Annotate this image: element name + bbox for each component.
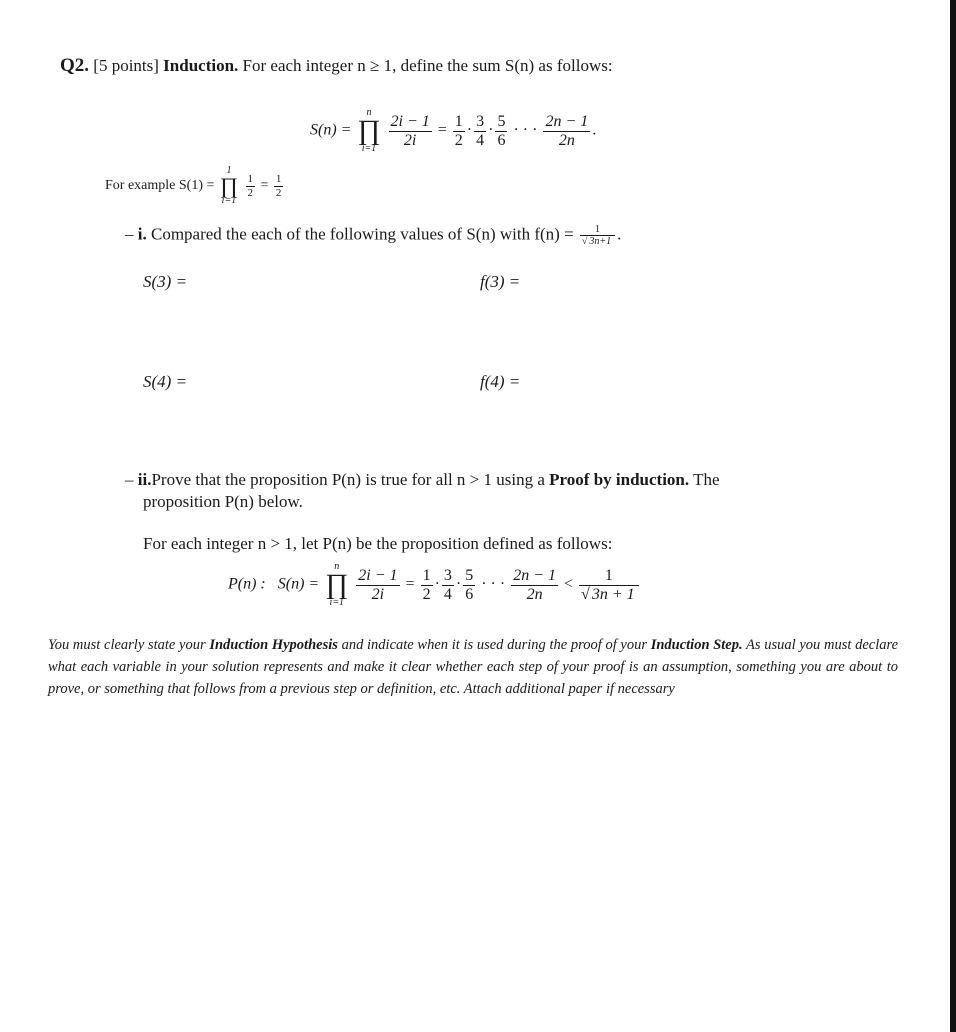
ellipsis: · · · — [481, 575, 506, 593]
f4-label: f(4) = — [480, 372, 521, 391]
dash: – — [125, 470, 134, 489]
dot: · — [466, 121, 473, 139]
term-fraction: $\frac{2i - 1}{2i}$ — [358, 566, 398, 603]
s4-label: S(4) = — [143, 372, 188, 391]
example-result: $\frac{1}{2}$ — [275, 173, 282, 199]
rhs-fraction: $\frac{1}{√ 3n + 1}$ — [579, 567, 639, 603]
part-ii-text: Prove that the proposition P(n) is true for all n > 1 using a — [151, 470, 545, 489]
note-text: You must clearly state your — [48, 637, 210, 653]
example-line — [105, 166, 285, 206]
proposition-definition: For each integer n > 1, let P(n) be the proposition defined as follows: — [143, 534, 613, 553]
period: . — [617, 224, 622, 244]
proof-by-induction: Proof by induction. — [549, 470, 690, 489]
less-than: < — [564, 575, 574, 593]
part-i-text: Compared the each of the following values of S(n) with f(n) = — [150, 224, 574, 244]
fraction-3-4: $\frac{3}{4}$ — [443, 566, 452, 603]
part-ii-line2: proposition P(n) below. — [143, 492, 303, 511]
question-topic: Induction. — [163, 56, 239, 75]
definition-formula — [310, 108, 596, 154]
part-ii-label: ii. — [137, 470, 152, 489]
induction-hypothesis: Induction Hypothesis — [209, 637, 338, 653]
question-number: Q2. — [60, 55, 90, 76]
p-lhs: S(n) = — [277, 575, 320, 593]
induction-step: Induction Step. — [650, 637, 743, 653]
fraction-1-2: $\frac{1}{2}$ — [454, 112, 463, 149]
f-definition: $\frac{1}{√ 3n+1}$ — [580, 224, 615, 247]
part-ii-text2: The — [693, 470, 720, 489]
note-text: and indicate when it is used during the proof of your — [337, 637, 651, 653]
dash: – — [125, 224, 134, 244]
equals-sign: = — [260, 178, 269, 194]
note-text: As usual you must declare what each variable in your solution represents and make it clear whether each step of your proof is an assumption, something you are about to prove, or something that follows from a previous step or definition, etc. Attach additional paper if necessary — [48, 637, 899, 697]
f3-label: f(3) = — [480, 272, 521, 291]
part-i-label: i. — [137, 224, 147, 244]
fraction-5-6: $\frac{5}{6}$ — [497, 112, 506, 149]
example-label: For example S(1) = — [105, 178, 215, 194]
example-term: $\frac{1}{2}$ — [247, 173, 253, 199]
fraction-1-2: $\frac{1}{2}$ — [422, 566, 431, 603]
fraction-3-4: $\frac{3}{4}$ — [476, 112, 485, 149]
term-fraction: $\frac{2i - 1}{2i}$ — [390, 112, 430, 149]
equals-sign: = — [405, 575, 415, 593]
question-points: [5 points] — [93, 56, 159, 75]
part-i-line — [125, 224, 621, 247]
s3-label: S(3) = — [143, 272, 188, 291]
equals-sign: = — [437, 121, 447, 139]
proposition-formula — [228, 562, 641, 608]
ellipsis: · · · — [513, 121, 538, 139]
def-lhs: S(n) = — [310, 121, 352, 139]
part-ii-line1 — [125, 470, 720, 490]
dot: · — [488, 121, 494, 139]
period: . — [592, 121, 597, 139]
dot: · — [455, 575, 462, 593]
question-header — [60, 55, 613, 77]
fraction-5-6: $\frac{5}{6}$ — [465, 566, 474, 603]
product-operator: n ∏ i=1 — [325, 561, 349, 608]
example-product: 1 ∏ i=1 — [219, 165, 238, 206]
instructions-note — [48, 634, 898, 700]
p-label: P(n) : — [228, 575, 266, 593]
fraction-general: $\frac{2n - 1}{2n}$ — [545, 112, 589, 149]
question-intro: For each integer n ≥ 1, define the sum S(n) as follows: — [242, 56, 613, 75]
page-edge — [950, 0, 956, 1032]
dot: · — [434, 575, 440, 593]
fraction-general: $\frac{2n - 1}{2n}$ — [513, 566, 556, 603]
product-operator: n ∏ i=1 — [357, 107, 381, 154]
